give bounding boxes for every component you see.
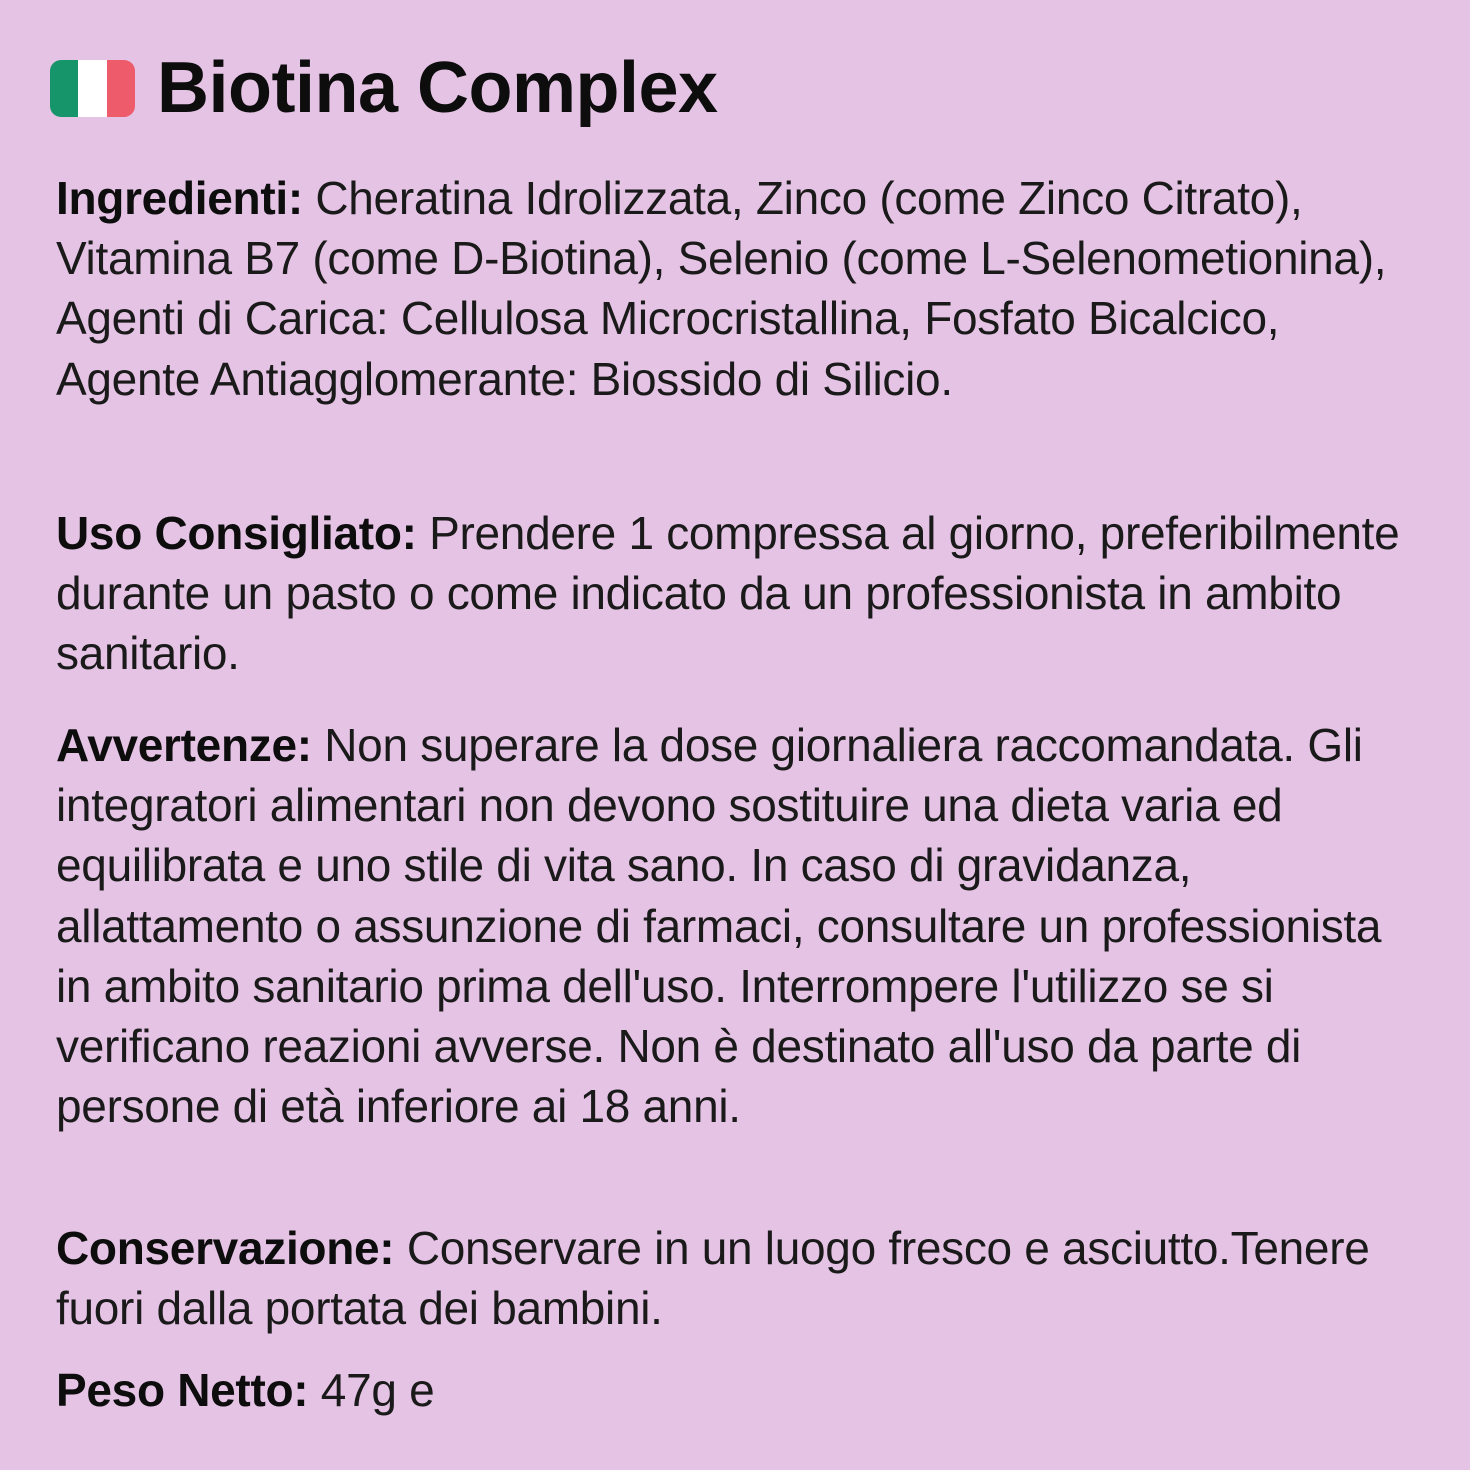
header: [50, 48, 718, 128]
ingredients-section: [56, 168, 1426, 409]
warnings-section: [56, 715, 1426, 1136]
italian-flag-icon: [50, 60, 135, 117]
warnings-text: Non superare la dose giornaliera raccomandata. Gli integratori alimentari non devono sostituire una dieta varia ed equilibrata e uno stile di vita sano. In caso di gravidanza, allattamento o assunzione di farmaci, consultare un professionista in ambito sanitario prima dell'uso. Interrompere l'utilizzo se si verificano reazioni avverse. Non è destinato all'uso da parte di persone di età inferiore ai 18 anni.: [56, 719, 1382, 1133]
flag-stripe-green: [50, 60, 78, 117]
storage-text: Conservare in un luogo fresco e asciutto.Tenere fuori dalla portata dei bambini.: [56, 1222, 1370, 1335]
flag-stripe-red: [107, 60, 135, 117]
usage-section: [56, 503, 1426, 684]
net-weight-section: [56, 1360, 1426, 1420]
flag-stripe-white: [78, 60, 106, 117]
usage-text: Prendere 1 compressa al giorno, preferibilmente durante un pasto o come indicato da un professionista in ambito sanitario.: [56, 507, 1400, 680]
warnings-label: Avvertenze:: [56, 719, 312, 771]
storage-section: [56, 1218, 1426, 1338]
net-weight-text: 47g e: [320, 1364, 435, 1416]
ingredients-label: Ingredienti:: [56, 172, 303, 224]
page-title: Biotina Complex: [157, 48, 718, 128]
ingredients-text: Cheratina Idrolizzata, Zinco (come Zinco Citrato), Vitamina B7 (come D-Biotina), Selenio (come L-Selenometionina), Agenti di Carica: Cellulosa Microcristallina, Fosfato Bicalcico, Agente Antiagglomerante: Biossido di Silicio.: [56, 172, 1387, 405]
net-weight-label: Peso Netto:: [56, 1364, 309, 1416]
usage-label: Uso Consigliato:: [56, 507, 417, 559]
storage-label: Conservazione:: [56, 1222, 395, 1274]
